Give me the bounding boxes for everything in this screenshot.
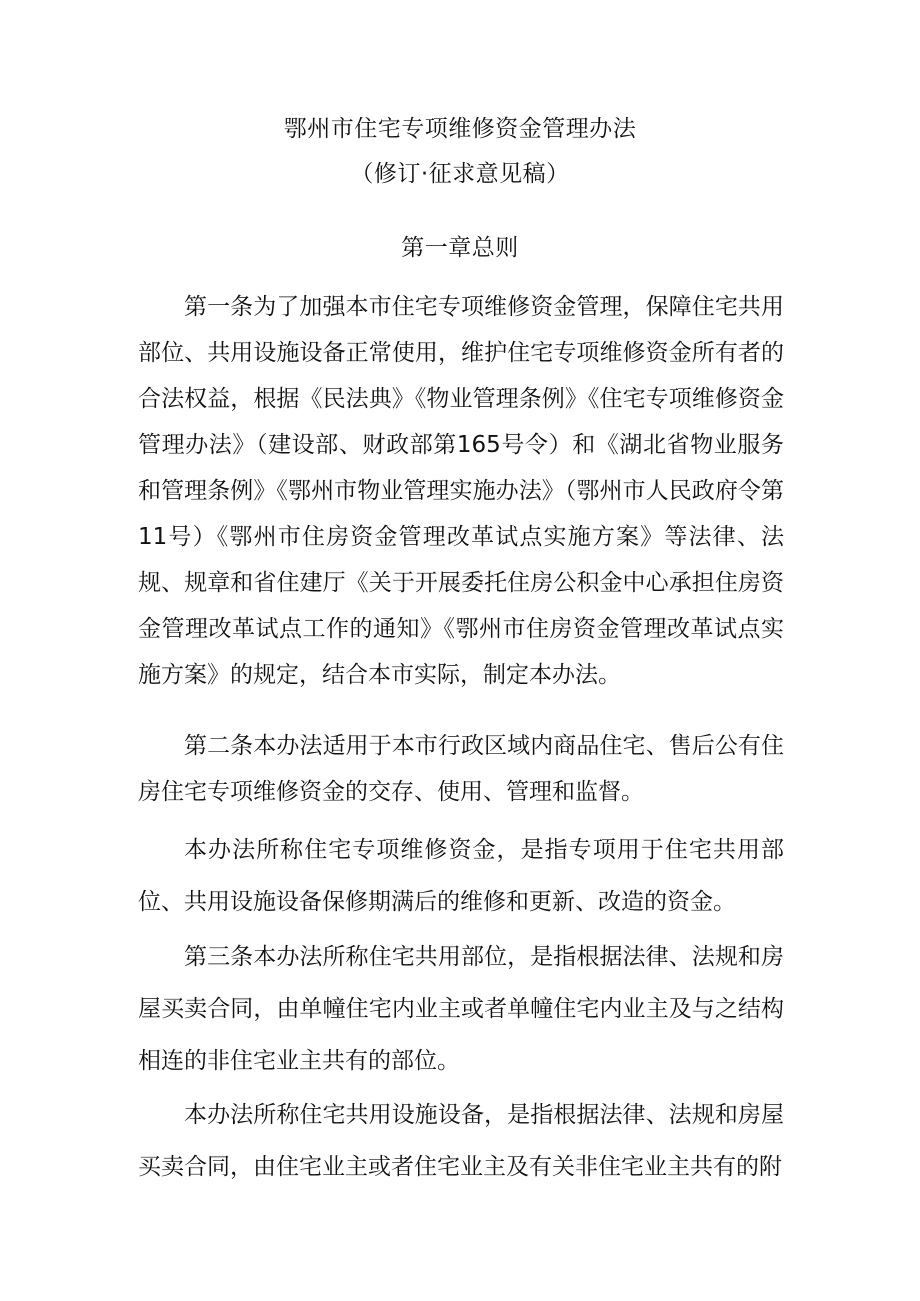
article-3-paragraph: 第三条本办法所称住宅共用部位，是指根据法律、法规和房屋买卖合同，由单幢住宅内业主或者单幢住宅内业主及与之结构相连的非住宅业主共有的部位。 xyxy=(138,944,784,1074)
shared-facilities-definition-paragraph: 本办法所称住宅共用设施设备，是指根据法律、法规和房屋买卖合同，由住宅业主或者住宅业主及有关非住宅业主共有的附 xyxy=(138,1102,784,1180)
chapter-heading: 第一章总则 xyxy=(401,235,519,261)
document-title: 鄂州市住宅专项维修资金管理办法 xyxy=(283,116,637,142)
article-1-paragraph: 第一条为了加强本市住宅专项维修资金管理，保障住宅共用部位、共用设施设备正常使用，维护住宅专项维修资金所有者的合法权益，根据《民法典》《物业管理条例》《住宅专项维修资金管理办法》（建设部、财政部第165号令）和《湖北省物业服务和管理条例》《鄂州市物业管理实施办法》（鄂州市人民政府令第11号）《鄂州市住房资金管理改革试点实施方案》等法律、法规、规章和省住建厅《关于开展委托住房公积金中心承担住房资金管理改革试点工作的通知》《鄂州市住房资金管理改革试点实施方案》的规定，结合本市实际，制定本办法。 xyxy=(138,294,784,688)
maintenance-fund-definition-paragraph: 本办法所称住宅专项维修资金，是指专项用于住宅共用部位、共用设施设备保修期满后的维修和更新、改造的资金。 xyxy=(138,837,784,915)
article-2-paragraph: 第二条本办法适用于本市行政区域内商品住宅、售后公有住房住宅专项维修资金的交存、使用、管理和监督。 xyxy=(138,733,784,805)
document-subtitle: （修订·征求意见稿） xyxy=(350,161,570,187)
